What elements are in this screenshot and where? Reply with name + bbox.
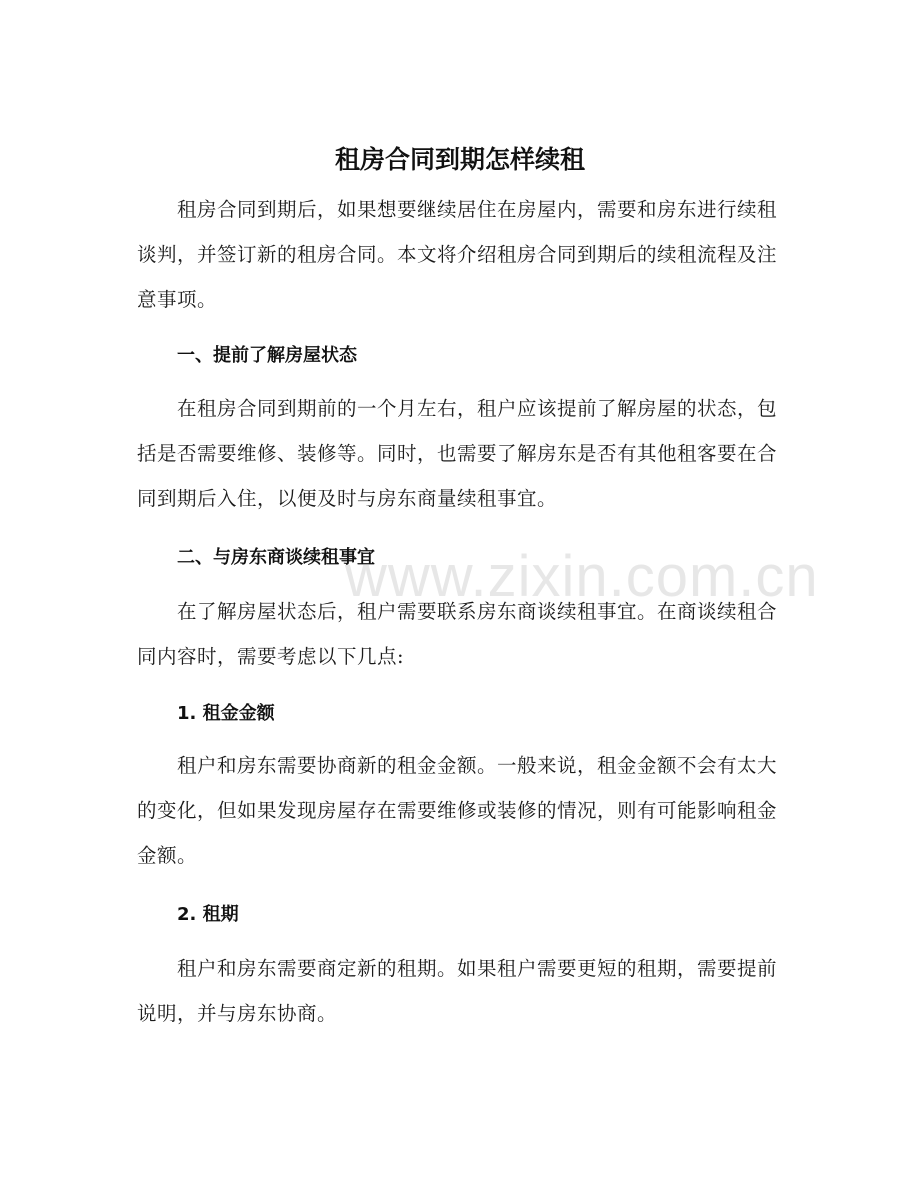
section-body-1: 在租房合同到期前的一个月左右，租户应该提前了解房屋的状态，包括是否需要维修、装修等。同时，也需要了解房东是否有其他租客要在合同到期后入住，以便及时与房东商量续租事宜。 [137,397,778,510]
watermark-text: www.zixin.com.cn [345,544,819,609]
item-heading-1: 1. 租金金额 [177,703,275,724]
item-body-1: 租户和房东需要协商新的租金金额。一般来说，租金金额不会有太大的变化，但如果发现房屋存在需要维修或装修的情况，则有可能影响租金金额。 [137,754,778,867]
section-heading-2: 二、与房东商谈续租事宜 [177,547,375,568]
item-heading-2: 2. 租期 [177,904,239,925]
item-body-2: 租户和房东需要商定新的租期。如果租户需要更短的租期，需要提前说明，并与房东协商。 [137,957,778,1025]
section-heading-1: 一、提前了解房屋状态 [177,345,357,366]
document-title: 租房合同到期怎样续租 [334,145,585,174]
section-body-2: 在了解房屋状态后，租户需要联系房东商谈续租事宜。在商谈续租合同内容时，需要考虑以下几点: [137,600,778,668]
intro-paragraph: 租房合同到期后，如果想要继续居住在房屋内，需要和房东进行续租谈判，并签订新的租房合同。本文将介绍租房合同到期后的续租流程及注意事项。 [137,198,778,311]
